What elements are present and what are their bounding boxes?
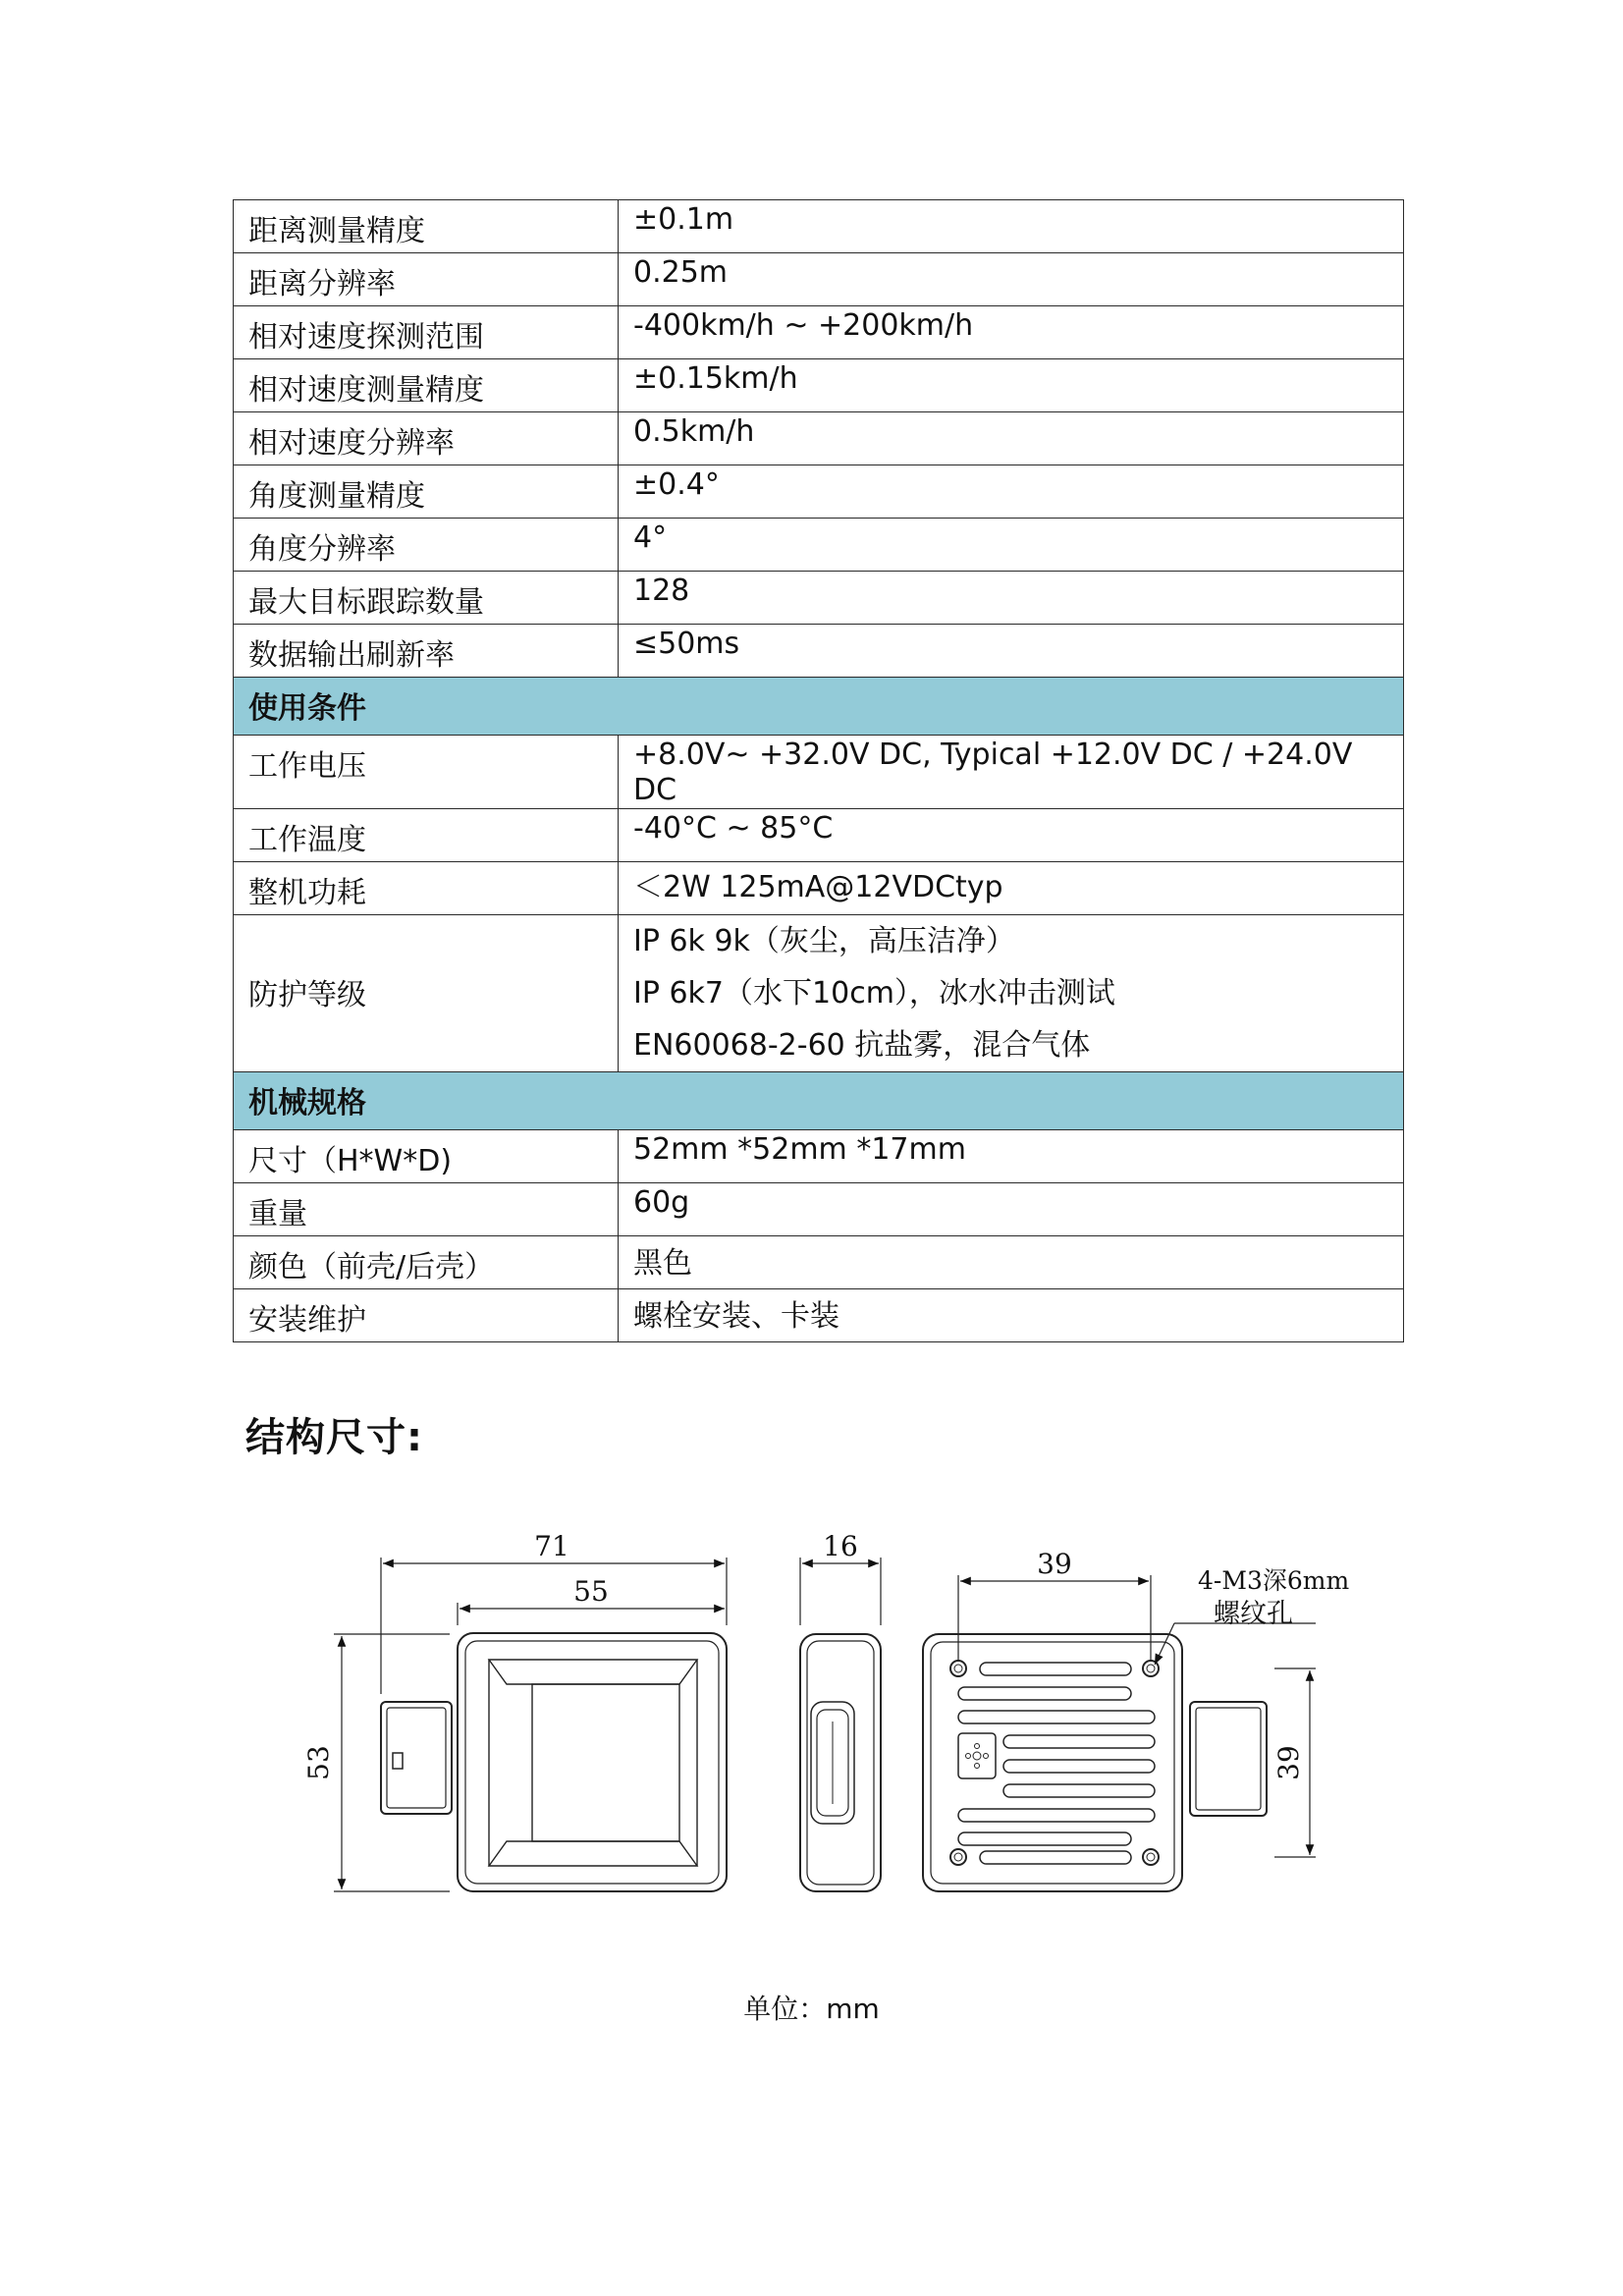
row-value: 128: [619, 572, 1404, 625]
row-label: 角度分辨率: [234, 519, 619, 572]
unit-note: 单位：mm: [743, 1993, 880, 2025]
table-row: [234, 862, 1404, 915]
row-label: 尺寸（H*W*D): [234, 1130, 619, 1183]
dim-39-top-label: 39: [1037, 1548, 1072, 1580]
row-label: 颜色（前壳/后壳）: [234, 1236, 619, 1289]
table-row: [234, 465, 1404, 519]
row-label: 相对速度分辨率: [234, 412, 619, 465]
front-view: [381, 1633, 727, 1891]
dim-16-label: 16: [823, 1530, 858, 1562]
protection-line: EN60068-2-60 抗盐雾，混合气体: [633, 1028, 1091, 1063]
structure-heading: 结构尺寸:: [245, 1415, 423, 1460]
dimension-drawing: [295, 1512, 1355, 1935]
table-row: [234, 306, 1404, 359]
row-value: ≤50ms: [619, 625, 1404, 678]
hole-note: 4-M3深6mm: [1198, 1566, 1350, 1595]
table-row: [234, 1183, 1404, 1236]
row-label: 最大目标跟踪数量: [234, 572, 619, 625]
back-view: [923, 1634, 1267, 1891]
row-value: 4°: [619, 519, 1404, 572]
protection-line: IP 6k7（水下10cm），冰水冲击测试: [633, 976, 1115, 1011]
section-row-usage: [234, 678, 1404, 736]
row-label: 安装维护: [234, 1289, 619, 1342]
row-label: 相对速度测量精度: [234, 359, 619, 412]
dim-53-label: 53: [302, 1745, 335, 1780]
section-title-mech: 机械规格: [234, 1072, 1404, 1130]
row-value: +8.0V~ +32.0V DC, Typical +12.0V DC / +24.0V DC: [619, 736, 1404, 809]
side-view: [800, 1634, 881, 1891]
dimension-lines: [334, 1558, 1316, 1891]
table-row: [234, 736, 1404, 809]
row-label: 重量: [234, 1183, 619, 1236]
row-label: 防护等级: [234, 915, 619, 1072]
table-row: [234, 809, 1404, 862]
row-value: 黑色: [619, 1236, 1404, 1289]
table-row: [234, 1289, 1404, 1342]
dim-55-label: 55: [573, 1575, 609, 1608]
section-title-usage: 使用条件: [234, 678, 1404, 736]
table-row-protection: [234, 915, 1404, 1072]
row-value: 60g: [619, 1183, 1404, 1236]
row-value: 0.5km/h: [619, 412, 1404, 465]
row-label: 整机功耗: [234, 862, 619, 915]
row-label: 工作温度: [234, 809, 619, 862]
table-row: [234, 359, 1404, 412]
row-value: 52mm *52mm *17mm: [619, 1130, 1404, 1183]
table-row: [234, 412, 1404, 465]
table-row: [234, 1130, 1404, 1183]
spec-table: [233, 199, 1404, 1342]
table-row: [234, 625, 1404, 678]
section-row-mech: [234, 1072, 1404, 1130]
dim-39-side-label: 39: [1272, 1745, 1305, 1780]
row-value: ＜2W 125mA@12VDCtyp: [619, 862, 1404, 915]
row-value: ±0.15km/h: [619, 359, 1404, 412]
row-label: 数据输出刷新率: [234, 625, 619, 678]
table-row: [234, 200, 1404, 253]
protection-values: [619, 915, 1404, 1072]
row-label: 工作电压: [234, 736, 619, 809]
row-value: 0.25m: [619, 253, 1404, 306]
row-value: ±0.4°: [619, 465, 1404, 519]
table-row: [234, 1236, 1404, 1289]
row-label: 距离测量精度: [234, 200, 619, 253]
row-value: -400km/h ~ +200km/h: [619, 306, 1404, 359]
dim-71-label: 71: [534, 1530, 569, 1562]
protection-line: IP 6k 9k（灰尘，高压洁净）: [633, 924, 1015, 958]
table-row: [234, 519, 1404, 572]
row-value: ±0.1m: [619, 200, 1404, 253]
row-value: 螺栓安装、卡装: [619, 1289, 1404, 1342]
table-row: [234, 572, 1404, 625]
row-label: 相对速度探测范围: [234, 306, 619, 359]
row-label: 角度测量精度: [234, 465, 619, 519]
table-row: [234, 253, 1404, 306]
row-label: 距离分辨率: [234, 253, 619, 306]
hole-note-sub: 螺纹孔: [1214, 1599, 1293, 1629]
row-value: -40°C ~ 85°C: [619, 809, 1404, 862]
